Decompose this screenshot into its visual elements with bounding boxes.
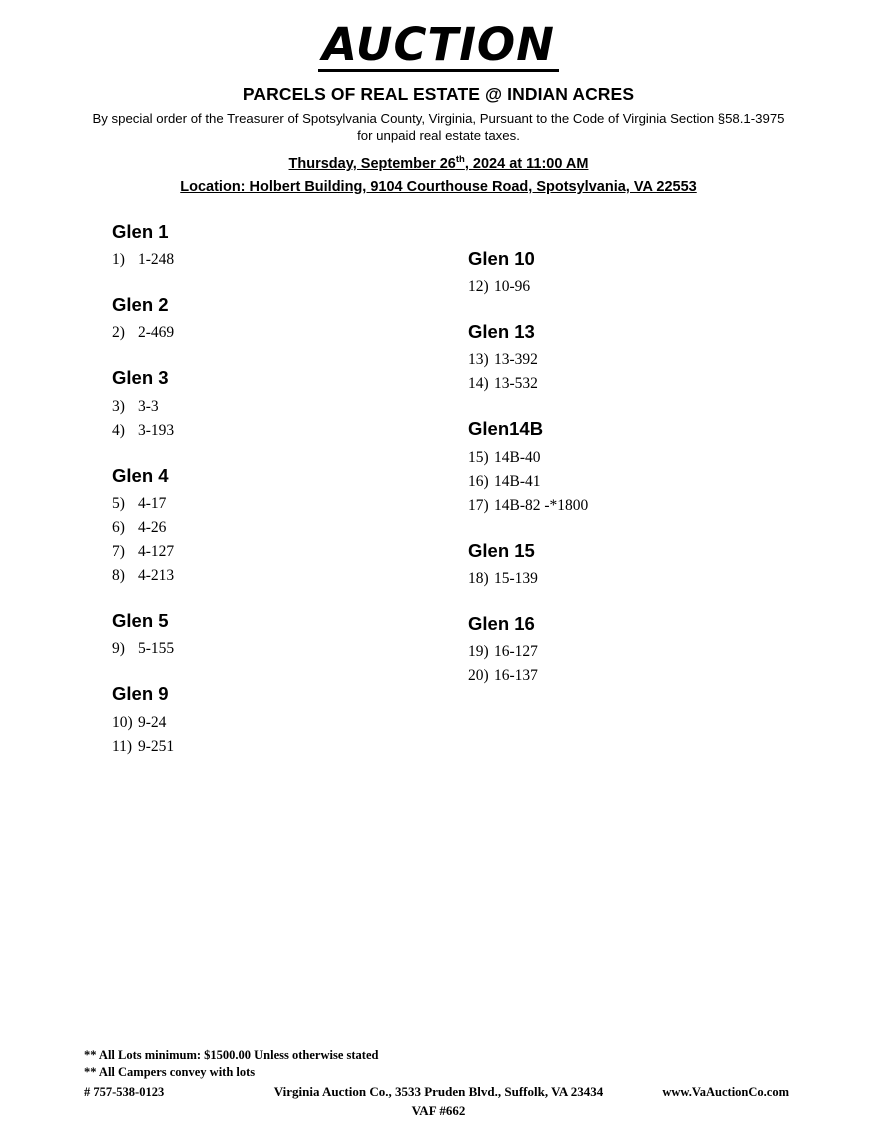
parcel-id: 3-193	[138, 421, 175, 439]
parcel-id: 4-127	[138, 542, 175, 560]
footer-notes	[84, 1047, 877, 1081]
list-item	[468, 275, 798, 299]
glen-heading: Glen 1	[112, 220, 169, 242]
parcel-id: 4-17	[138, 494, 167, 512]
order-statement-line-1: By special order of the Treasurer of Spotsylvania County, Virginia, Pursuant to the Code of Virginia Section §58.1-3975	[92, 111, 785, 126]
parcel-id: 16-137	[494, 667, 538, 685]
list-item	[112, 248, 442, 272]
parcel-listing	[0, 221, 877, 781]
auction-datetime-text	[289, 156, 589, 172]
parcel-number: 8)	[112, 567, 125, 584]
footer-phone: # 757-538-0123	[84, 1085, 165, 1099]
glen-group	[112, 367, 442, 442]
parcel-number: 4)	[112, 421, 125, 439]
glen-heading: Glen 13	[468, 321, 535, 343]
glen-group	[112, 610, 442, 661]
order-statement-line-2: for unpaid real estate taxes.	[357, 127, 520, 143]
parcel-number: 17)	[468, 496, 489, 514]
parcel-id: 2-469	[138, 324, 175, 342]
parcel-id: 14B-41	[494, 472, 541, 490]
glen-group	[468, 418, 798, 517]
list-item	[112, 564, 442, 588]
list-item	[112, 516, 442, 540]
parcel-id: 16-127	[494, 643, 538, 661]
auction-datetime	[0, 154, 877, 172]
parcel-column-left	[112, 221, 442, 761]
parcel-number: 16)	[468, 472, 489, 490]
footer-company-address: Virginia Auction Co., 3533 Pruden Blvd., Suffolk, VA 23434	[273, 1084, 604, 1099]
parcel-id: 5-155	[138, 640, 175, 658]
footer-note-minimum: ** All Lots minimum: $1500.00 Unless otherwise stated	[84, 1048, 379, 1063]
parcel-id: 4-213	[138, 567, 175, 584]
glen-heading: Glen 9	[112, 683, 169, 705]
parcel-id: 9-24	[138, 713, 167, 731]
glen-heading: Glen 2	[112, 294, 169, 316]
list-item	[468, 372, 798, 396]
footer-vaf-number: VAF #662	[411, 1102, 466, 1118]
auction-title-wrap	[0, 18, 877, 78]
auction-date-prefix: Thursday, September 26	[288, 155, 456, 172]
glen-group	[468, 248, 798, 299]
footer-note-campers: ** All Campers convey with lots	[84, 1065, 256, 1080]
parcel-number: 7)	[112, 542, 125, 560]
list-item	[468, 640, 798, 664]
parcel-number: 18)	[468, 569, 489, 587]
document-subtitle: PARCELS OF REAL ESTATE @ INDIAN ACRES	[242, 84, 635, 104]
auction-date-rest: , 2024 at 11:00 AM	[464, 155, 589, 172]
glen-group	[468, 540, 798, 591]
parcel-number: 3)	[112, 397, 125, 415]
list-item	[112, 419, 442, 443]
parcel-id: 9-251	[138, 737, 175, 755]
list-item	[468, 664, 798, 688]
glen-group	[112, 294, 442, 345]
order-statement	[89, 111, 789, 144]
list-item	[468, 446, 798, 470]
parcel-id: 4-26	[138, 518, 167, 536]
list-item	[468, 470, 798, 494]
parcel-id: 10-96	[494, 278, 531, 296]
glen-heading: Glen 4	[112, 464, 169, 486]
parcel-number: 12)	[468, 278, 489, 296]
auction-location-text: Location: Holbert Building, 9104 Courthouse Road, Spotsylvania, VA 22553	[180, 178, 697, 195]
glen-heading: Glen 16	[468, 613, 535, 634]
glen-group	[112, 683, 442, 758]
list-item	[112, 711, 442, 735]
parcel-number: 5)	[112, 494, 125, 512]
glen-heading: Glen 15	[468, 539, 535, 561]
parcel-id: 14B-40	[494, 448, 541, 466]
document-header	[0, 0, 877, 195]
list-item	[112, 321, 442, 345]
glen-group	[468, 321, 798, 396]
glen-heading: Glen14B	[468, 418, 544, 440]
glen-group	[468, 613, 798, 688]
glen-heading: Glen 5	[112, 610, 169, 632]
parcel-number: 9)	[112, 640, 125, 658]
parcel-number: 11)	[112, 737, 133, 755]
list-item	[112, 540, 442, 564]
parcel-number: 19)	[468, 643, 489, 661]
parcel-number: 6)	[112, 518, 125, 536]
list-item	[112, 492, 442, 516]
footer-bottom	[0, 1083, 877, 1117]
list-item	[112, 735, 442, 759]
glen-heading: Glen 10	[468, 247, 535, 269]
parcel-number: 1)	[112, 251, 125, 269]
footer-website[interactable]: www.VaAuctionCo.com	[662, 1085, 789, 1099]
parcel-id: 13-532	[494, 375, 538, 393]
parcel-id: 15-139	[494, 569, 538, 587]
auction-location	[0, 179, 877, 195]
glen-group	[112, 221, 442, 272]
list-item	[112, 637, 442, 661]
page-title: AUCTION	[318, 22, 559, 72]
document-footer	[0, 1047, 877, 1117]
glen-group	[112, 465, 442, 588]
list-item	[468, 348, 798, 372]
list-item	[112, 395, 442, 419]
parcel-id: 14B-82 -*1800	[494, 496, 589, 514]
parcel-number: 2)	[112, 324, 125, 342]
parcel-number: 20)	[468, 667, 489, 685]
list-item	[468, 567, 798, 591]
parcel-number: 15)	[468, 448, 489, 466]
parcel-number: 14)	[468, 375, 489, 393]
parcel-column-right	[468, 221, 798, 690]
auction-date-ordinal: th	[455, 154, 465, 165]
parcel-id: 3-3	[138, 397, 159, 415]
parcel-id: 13-392	[494, 351, 538, 369]
glen-heading: Glen 3	[112, 367, 169, 389]
parcel-number: 13)	[468, 351, 489, 369]
parcel-number: 10)	[112, 713, 133, 731]
list-item	[468, 494, 798, 518]
parcel-id: 1-248	[138, 251, 175, 269]
